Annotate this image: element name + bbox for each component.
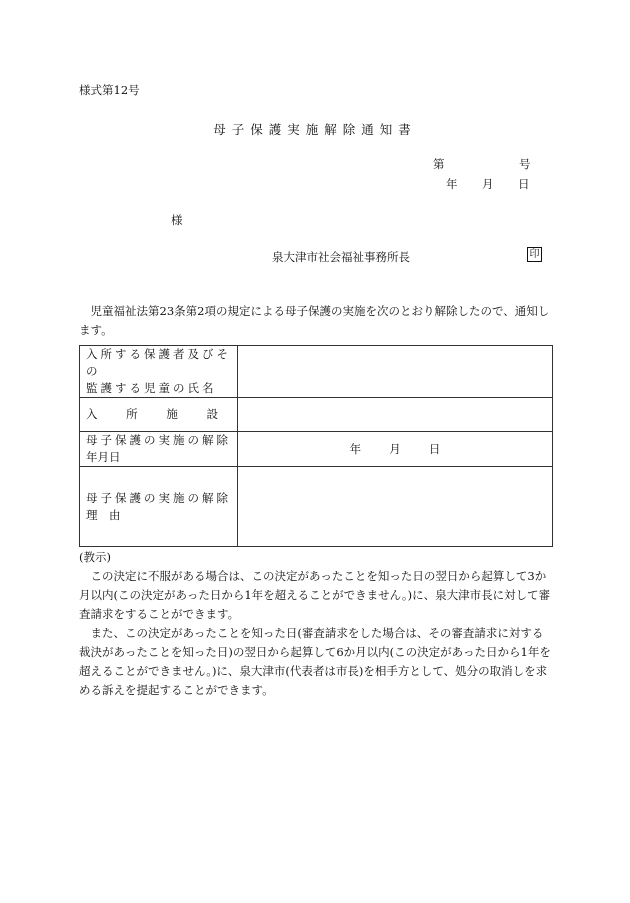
table-value-guardian [238, 346, 553, 398]
release-date-year: 年 [349, 442, 362, 456]
addressee-honorific: 様 [171, 213, 183, 227]
label-line: 年月日 [86, 450, 121, 464]
instruction-heading: (教示) [79, 550, 111, 564]
label-line: 母子保護の実施の解除 [86, 433, 231, 447]
label-line: 母子保護の実施の解除 [86, 490, 231, 505]
seal-mark: 印 [527, 247, 542, 262]
release-date-day: 日 [428, 442, 441, 456]
table-label-release-reason [80, 467, 238, 547]
label-line: 入所する保護者及びその [86, 347, 231, 378]
instruction-paragraph: この決定に不服がある場合は、この決定があったことを知った日の翌日から起算して3か月以内(この決定があった日から1年を超えることができません。)に、泉大津市長に対して審査請求をすることができます。 [79, 569, 551, 621]
date-month: 月 [482, 177, 494, 191]
table-row [80, 346, 553, 398]
table-label-guardian [80, 346, 238, 398]
instruction-paragraph: また、この決定があったことを知った日(審査請求をした場合は、その審査請求に対する裁決があったことを知った日)の翌日から起算して6か月以内(この決定があった日から1年を超えることができません。)に、泉大津市(代表者は市長)を相手方として、処分の取消しを求める訴えを提起することができます。 [79, 626, 551, 697]
form-number: 様式第12号 [79, 83, 140, 97]
date-year: 年 [446, 177, 458, 191]
issuer-title: 泉大津市社会福祉事務所長 [272, 250, 410, 264]
document-number-prefix: 第 [433, 157, 445, 171]
release-date-month: 月 [389, 442, 401, 456]
table-value-release-date [238, 432, 553, 467]
date-day: 日 [518, 177, 530, 191]
label-char: 所 [126, 407, 138, 421]
table-value-facility [238, 398, 553, 432]
label-line: 理 由 [86, 507, 121, 522]
document-number-suffix: 号 [519, 157, 531, 171]
table-row [80, 398, 553, 432]
label-char: 施 [166, 407, 178, 421]
instruction-section [79, 548, 553, 700]
label-line: 監護する児童の氏名 [86, 381, 217, 395]
label-char: 設 [206, 407, 218, 421]
table-label-facility [80, 398, 238, 432]
notice-body: 児童福祉法第23条第2項の規定による母子保護の実施を次のとおり解除したので、通知します。 [79, 304, 550, 337]
table-row [80, 467, 553, 547]
table-row [80, 432, 553, 467]
document-title: 母子保護実施解除通知書 [213, 122, 417, 137]
label-char: 入 [86, 407, 98, 421]
notice-table [79, 345, 553, 547]
table-label-release-date [80, 432, 238, 467]
table-value-release-reason [238, 467, 553, 547]
